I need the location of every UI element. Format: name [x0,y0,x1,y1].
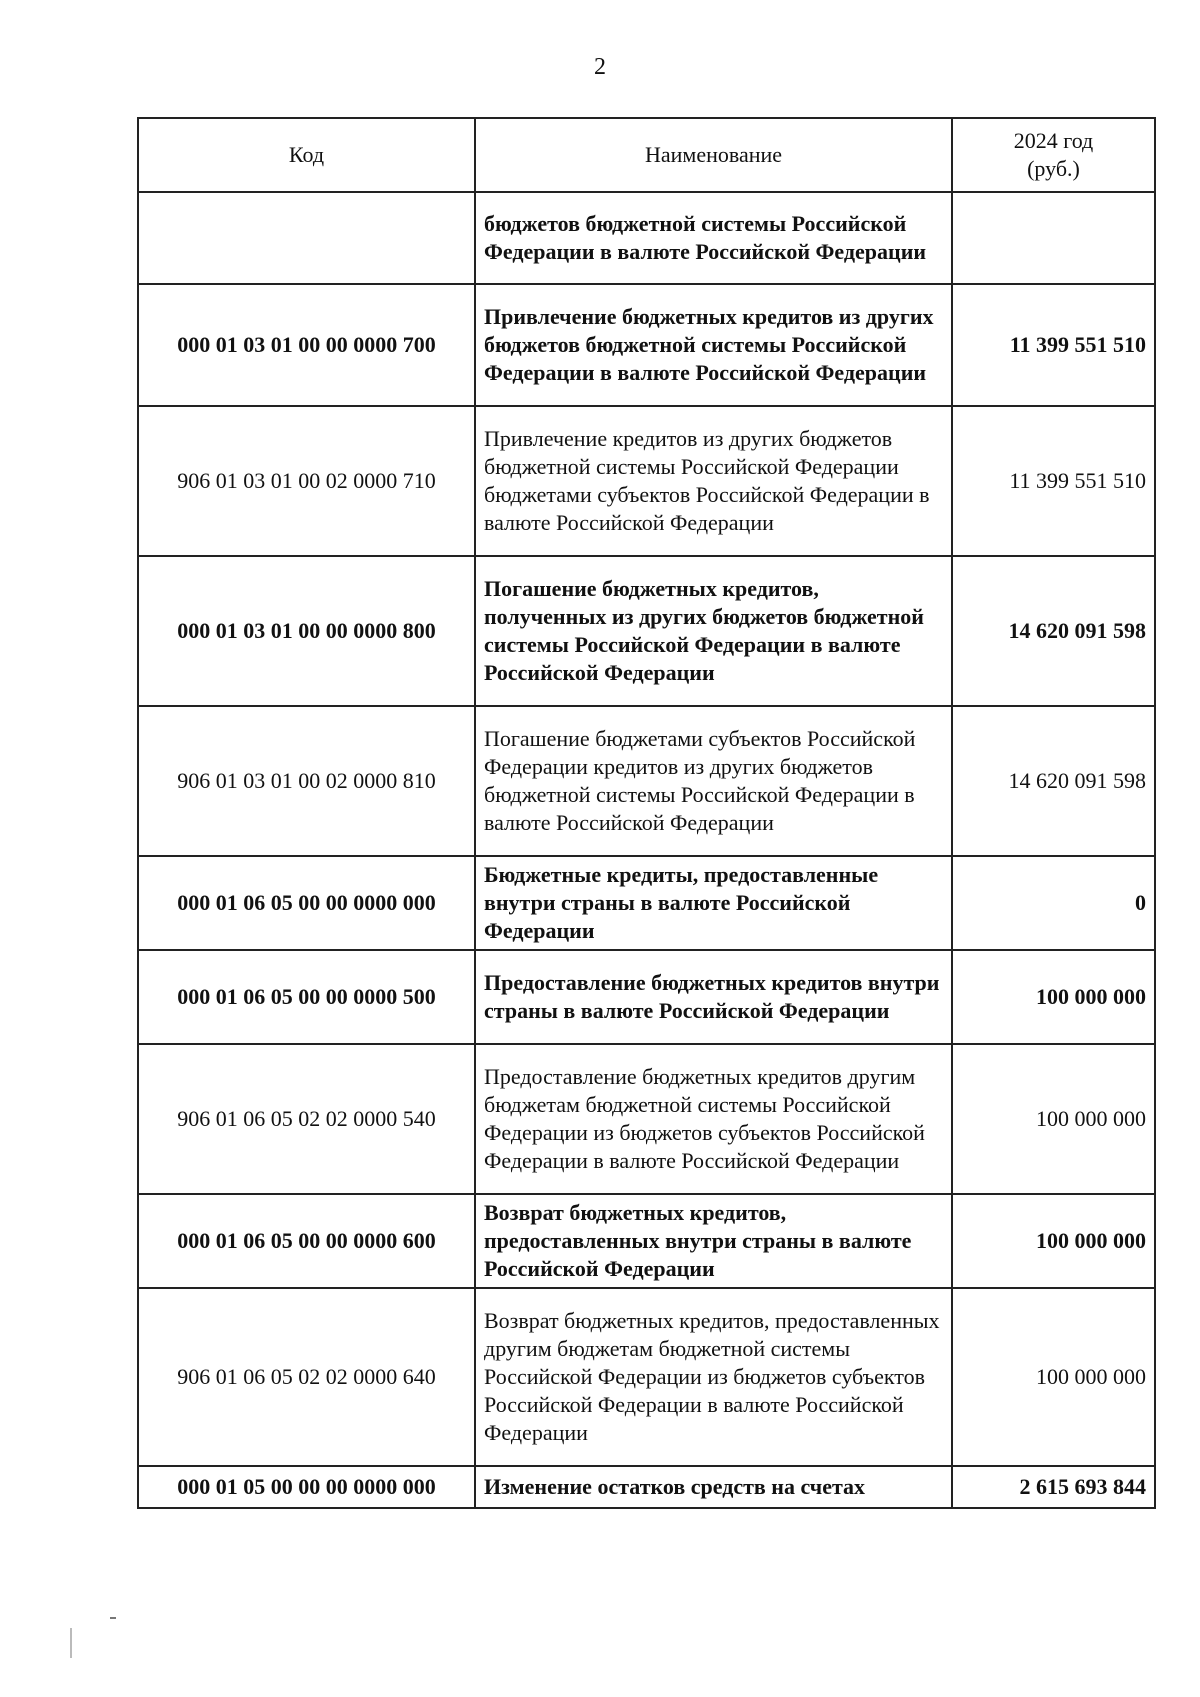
table-row [138,1466,1155,1508]
table-row [138,406,1155,556]
table-row [138,556,1155,706]
header-amount-unit: (руб.) [1027,156,1080,181]
row-code: 906 01 03 01 00 02 0000 810 [138,706,475,856]
header-name: Наименование [475,118,952,192]
row-code: 906 01 03 01 00 02 0000 710 [138,406,475,556]
table-row [138,706,1155,856]
row-amount: 100 000 000 [952,1044,1155,1194]
row-amount: 11 399 551 510 [952,406,1155,556]
row-name: Погашение бюджетами субъектов Российской Федерации кредитов из других бюджетов бюджетной системы Российской Федерации в валюте Российской Федерации [475,706,952,856]
row-amount: 0 [952,856,1155,950]
table-row [138,284,1155,406]
row-code: 906 01 06 05 02 02 0000 540 [138,1044,475,1194]
table-row [138,1288,1155,1466]
row-name: Привлечение кредитов из других бюджетов бюджетной системы Российской Федерации бюджетами субъектов Российской Федерации в валюте Российской Федерации [475,406,952,556]
row-name: Привлечение бюджетных кредитов из других бюджетов бюджетной системы Российской Федерации в валюте Российской Федерации [475,284,952,406]
row-amount: 14 620 091 598 [952,556,1155,706]
header-amount [952,118,1155,192]
table-row [138,1194,1155,1288]
row-amount: 100 000 000 [952,950,1155,1044]
table-row [138,192,1155,284]
row-code: 906 01 06 05 02 02 0000 640 [138,1288,475,1466]
row-name: Возврат бюджетных кредитов, предоставленных внутри страны в валюте Российской Федерации [475,1194,952,1288]
row-code: 000 01 06 05 00 00 0000 500 [138,950,475,1044]
table-body [138,192,1155,1508]
scan-artifact [110,1617,116,1619]
row-amount: 11 399 551 510 [952,284,1155,406]
table-row [138,856,1155,950]
row-code: 000 01 06 05 00 00 0000 000 [138,856,475,950]
row-amount [952,192,1155,284]
budget-sources-table [137,117,1156,1509]
row-code: 000 01 05 00 00 00 0000 000 [138,1466,475,1508]
row-code: 000 01 03 01 00 00 0000 800 [138,556,475,706]
table-header-row [138,118,1155,192]
row-name: Возврат бюджетных кредитов, предоставленных другим бюджетам бюджетной системы Российской Федерации из бюджетов субъектов Российской Федерации в валюте Российской Федерации [475,1288,952,1466]
row-code: 000 01 03 01 00 00 0000 700 [138,284,475,406]
row-name: Бюджетные кредиты, предоставленные внутри страны в валюте Российской Федерации [475,856,952,950]
row-amount: 100 000 000 [952,1288,1155,1466]
row-code: 000 01 06 05 00 00 0000 600 [138,1194,475,1288]
row-amount: 14 620 091 598 [952,706,1155,856]
row-amount: 100 000 000 [952,1194,1155,1288]
row-amount: 2 615 693 844 [952,1466,1155,1508]
row-name: Изменение остатков средств на счетах [475,1466,952,1508]
header-code: Код [138,118,475,192]
row-code [138,192,475,284]
header-amount-year: 2024 год [1013,128,1094,153]
scan-artifact [70,1628,72,1658]
row-name: Погашение бюджетных кредитов, полученных из других бюджетов бюджетной системы Российской Федерации в валюте Российской Федерации [475,556,952,706]
table-row [138,950,1155,1044]
row-name: бюджетов бюджетной системы Российской Федерации в валюте Российской Федерации [475,192,952,284]
table-row [138,1044,1155,1194]
row-name: Предоставление бюджетных кредитов другим бюджетам бюджетной системы Российской Федерации из бюджетов субъектов Российской Федерации в валюте Российской Федерации [475,1044,952,1194]
row-name: Предоставление бюджетных кредитов внутри страны в валюте Российской Федерации [475,950,952,1044]
page-number: 2 [594,54,606,80]
